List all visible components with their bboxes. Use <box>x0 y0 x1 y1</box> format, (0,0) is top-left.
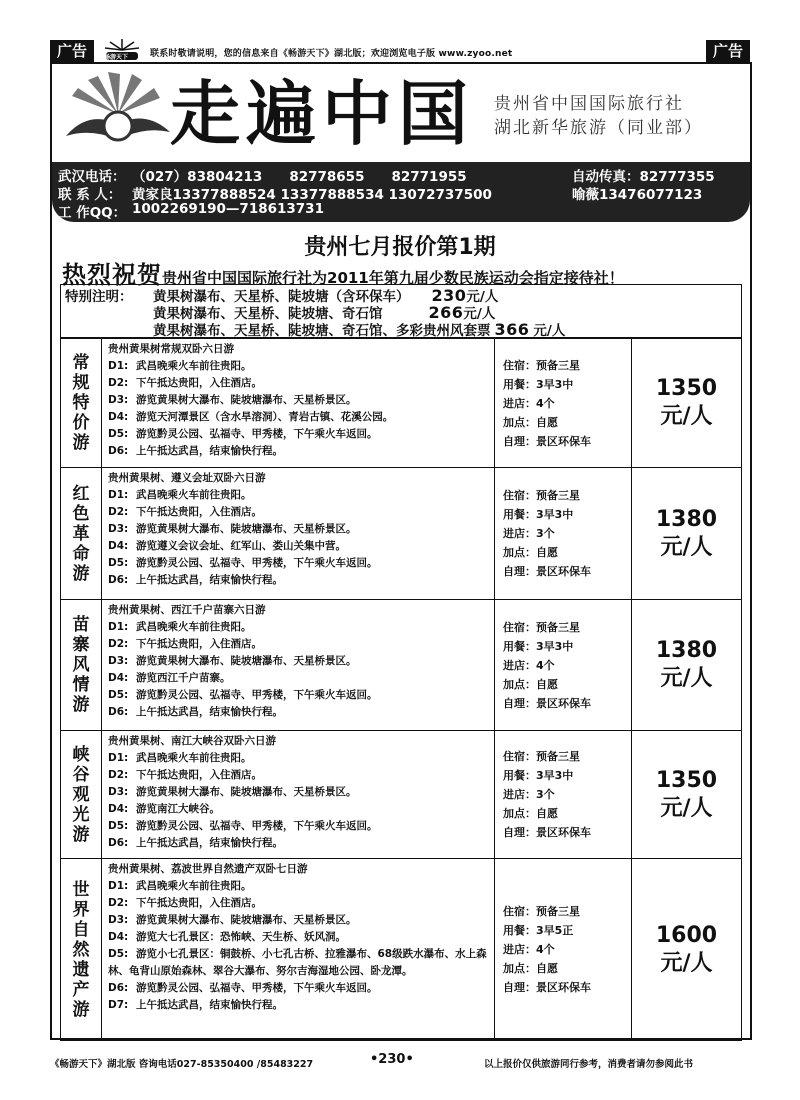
tour-day: D1: 武昌晚乘火车前往贵阳。 <box>108 360 252 372</box>
tour-price: 1600 元/人 <box>632 859 742 1041</box>
tour-itinerary <box>102 859 495 1041</box>
tour-day: D1: 武昌晚乘火车前往贵阳。 <box>108 489 252 501</box>
tour-day: D5: 游览黔灵公园、弘福寺、甲秀楼，下午乘火车返回。 <box>108 557 378 569</box>
tour-day: D1: 武昌晚乘火车前往贵阳。 <box>108 880 252 892</box>
tour-title: 贵州黄果树、南江大峡谷双卧六日游 <box>108 735 276 747</box>
tour-price: 1380 元/人 <box>632 600 742 731</box>
tour-category: 峡谷观光游 <box>61 731 102 859</box>
tour-day: D3: 游览黄果树大瀑布、陡坡塘瀑布、天星桥景区。 <box>108 655 357 667</box>
contact-person-2: 喻薇13476077123 <box>572 187 703 203</box>
tour-day: D3: 游览黄果树大瀑布、陡坡塘瀑布、天星桥景区。 <box>108 394 357 406</box>
special-note-line <box>153 319 565 339</box>
fax-number: 自动传真：82777355 <box>572 169 715 185</box>
tour-itinerary <box>102 339 495 468</box>
note-unit: 元/人 <box>463 306 496 322</box>
tour-title: 贵州黄果树、西江千户苗寨六日游 <box>108 604 266 616</box>
tour-info: 住宿：预备三星 用餐：3早3中 进店：4个 加点：自愿 自理：景区环保车 <box>495 600 632 731</box>
tour-day: D5: 游览黔灵公园、弘福寺、甲秀楼，下午乘火车返回。 <box>108 689 378 701</box>
agency-name <box>494 92 703 140</box>
tour-day: D3: 游览黄果树大瀑布、陡坡塘瀑布、天星桥景区。 <box>108 786 357 798</box>
tour-price: 1350 元/人 <box>632 339 742 468</box>
note-text: 黄果树瀑布、天星桥、陡坡塘（含环保车） <box>153 289 410 305</box>
tour-itinerary <box>102 600 495 731</box>
tour-day: D6: 游览黔灵公园、弘福寺、甲秀楼，下午乘火车返回。 <box>108 982 378 994</box>
tour-itinerary <box>102 468 495 600</box>
special-note <box>60 284 742 338</box>
qq-number: 1002269190—718613731 <box>132 201 324 217</box>
tour-day: D2: 下午抵达贵阳，入住酒店。 <box>108 638 262 650</box>
tour-day: D4: 游览南江大峡谷。 <box>108 803 220 815</box>
agency-line-2: 湖北新华旅游（同业部） <box>494 118 703 138</box>
tour-day: D6: 上午抵达武昌，结束愉快行程。 <box>108 574 283 586</box>
tour-title: 贵州黄果树、荔波世界自然遗产双卧七日游 <box>108 863 308 875</box>
special-note-label: 特别注明： <box>65 289 133 305</box>
note-unit: 元/人 <box>466 289 499 305</box>
tour-category: 苗寨风情游 <box>61 600 102 731</box>
note-price: 366 <box>494 320 530 339</box>
tour-info: 住宿：预备三星 用餐：3早3中 进店：3个 加点：自愿 自理：景区环保车 <box>495 468 632 600</box>
note-price: 266 <box>428 303 464 322</box>
top-logo-text: 畅游天下 <box>104 54 129 61</box>
tour-row <box>61 468 742 600</box>
footer-left: 《畅游天下》湖北版 咨询电话027-85350400 /85483227 <box>50 1059 314 1070</box>
tour-title: 贵州黄果树常规双卧六日游 <box>108 343 234 355</box>
tour-itinerary <box>102 731 495 859</box>
tour-day: D6: 上午抵达武昌，结束愉快行程。 <box>108 706 283 718</box>
tour-category: 红色革命游 <box>61 468 102 600</box>
contact-bar <box>52 162 750 222</box>
tour-day: D1: 武昌晚乘火车前往贵阳。 <box>108 752 252 764</box>
tour-row <box>61 731 742 859</box>
top-notice: 联系时敬请说明，您的信息来自《畅游天下》湖北版；欢迎浏览电子版 www.zyoo.net <box>150 49 513 59</box>
note-text: 黄果树瀑布、天星桥、陡坡塘、奇石馆 <box>153 306 383 322</box>
tour-day: D6: 上午抵达武昌，结束愉快行程。 <box>108 837 283 849</box>
tour-day: D2: 下午抵达贵阳，入住酒店。 <box>108 769 262 781</box>
tour-row <box>61 600 742 731</box>
contact-persons: 黄家良13377888524 13377888534 13072737500 <box>132 187 492 203</box>
tour-day: D1: 武昌晚乘火车前往贵阳。 <box>108 621 252 633</box>
congrats-text: 贵州省中国国际旅行社为2011年第九届少数民族运动会指定接待社！ <box>162 269 624 287</box>
brand-title: 走遍中国 <box>170 72 474 155</box>
person-label: 联 系 人： <box>58 187 122 203</box>
tour-info: 住宿：预备三星 用餐：3早5正 进店：4个 加点：自愿 自理：景区环保车 <box>495 859 632 1041</box>
tour-info: 住宿：预备三星 用餐：3早3中 进店：4个 加点：自愿 自理：景区环保车 <box>495 339 632 468</box>
headline-title: 贵州七月报价第1期 <box>304 235 496 260</box>
tour-day: D4: 游览遵义会议会址、红军山、娄山关集中营。 <box>108 540 346 552</box>
tour-price: 1350 元/人 <box>632 731 742 859</box>
tour-day: D4: 游览西江千户苗寨。 <box>108 672 231 684</box>
tour-day: D2: 下午抵达贵阳，入住酒店。 <box>108 377 262 389</box>
tour-day: D5: 游览黔灵公园、弘福寺、甲秀楼，下午乘火车返回。 <box>108 820 378 832</box>
note-text: 黄果树瀑布、天星桥、陡坡塘、奇石馆、多彩贵州风套票 <box>153 323 491 339</box>
phone-numbers: （027）83804213 82778655 82771955 <box>132 169 467 185</box>
tour-day: D3: 游览黄果树大瀑布、陡坡塘瀑布、天星桥景区。 <box>108 523 357 535</box>
tour-day: D5: 游览黔灵公园、弘福寺、甲秀楼，下午乘火车返回。 <box>108 428 378 440</box>
tour-day: D5: 游览小七孔景区：铜鼓桥、小七孔古桥、拉雅瀑布、68级跌水瀑布、水上森林、龟背山原始森林、翠谷大瀑布、努尔吉海湿地公园、卧龙潭。 <box>108 948 487 977</box>
phone-label: 武汉电话： <box>58 169 126 185</box>
tour-day: D3: 游览黄果树大瀑布、陡坡塘瀑布、天星桥景区。 <box>108 914 357 926</box>
agency-line-1: 贵州省中国国际旅行社 <box>494 94 684 114</box>
tour-info: 住宿：预备三星 用餐：3早3中 进店：3个 加点：自愿 自理：景区环保车 <box>495 731 632 859</box>
congrats-word: 热烈祝贺 <box>62 261 162 289</box>
tour-day: D2: 下午抵达贵阳，入住酒店。 <box>108 506 262 518</box>
tour-day: D4: 游览天河潭景区（含水旱溶洞）、青岩古镇、花溪公园。 <box>108 411 394 423</box>
sun-emblem-icon <box>58 66 178 162</box>
tour-category: 世界自然遗产游 <box>61 859 102 1041</box>
tour-price: 1380 元/人 <box>632 468 742 600</box>
tour-title: 贵州黄果树、遵义会址双卧六日游 <box>108 472 266 484</box>
tour-day: D7: 上午抵达武昌，结束愉快行程。 <box>108 999 283 1011</box>
note-unit: 元/人 <box>533 323 566 339</box>
note-price: 230 <box>431 286 467 305</box>
tour-day: D2: 下午抵达贵阳，入住酒店。 <box>108 897 262 909</box>
ad-label-left: 广告 <box>50 40 94 62</box>
tour-category: 常规特价游 <box>61 339 102 468</box>
tour-row <box>61 859 742 1041</box>
qq-label: 工 作QQ： <box>58 205 127 221</box>
tour-day: D6: 上午抵达武昌，结束愉快行程。 <box>108 445 283 457</box>
tour-day: D4: 游览大七孔景区：恐怖峡、天生桥、妖风洞。 <box>108 931 346 943</box>
page-number: •230• <box>370 1052 414 1067</box>
footer-right: 以上报价仅供旅游同行参考，消费者请勿参阅此书 <box>484 1059 694 1070</box>
ad-label-right: 广告 <box>706 40 750 62</box>
tours-table <box>60 338 742 1041</box>
tour-row <box>61 339 742 468</box>
